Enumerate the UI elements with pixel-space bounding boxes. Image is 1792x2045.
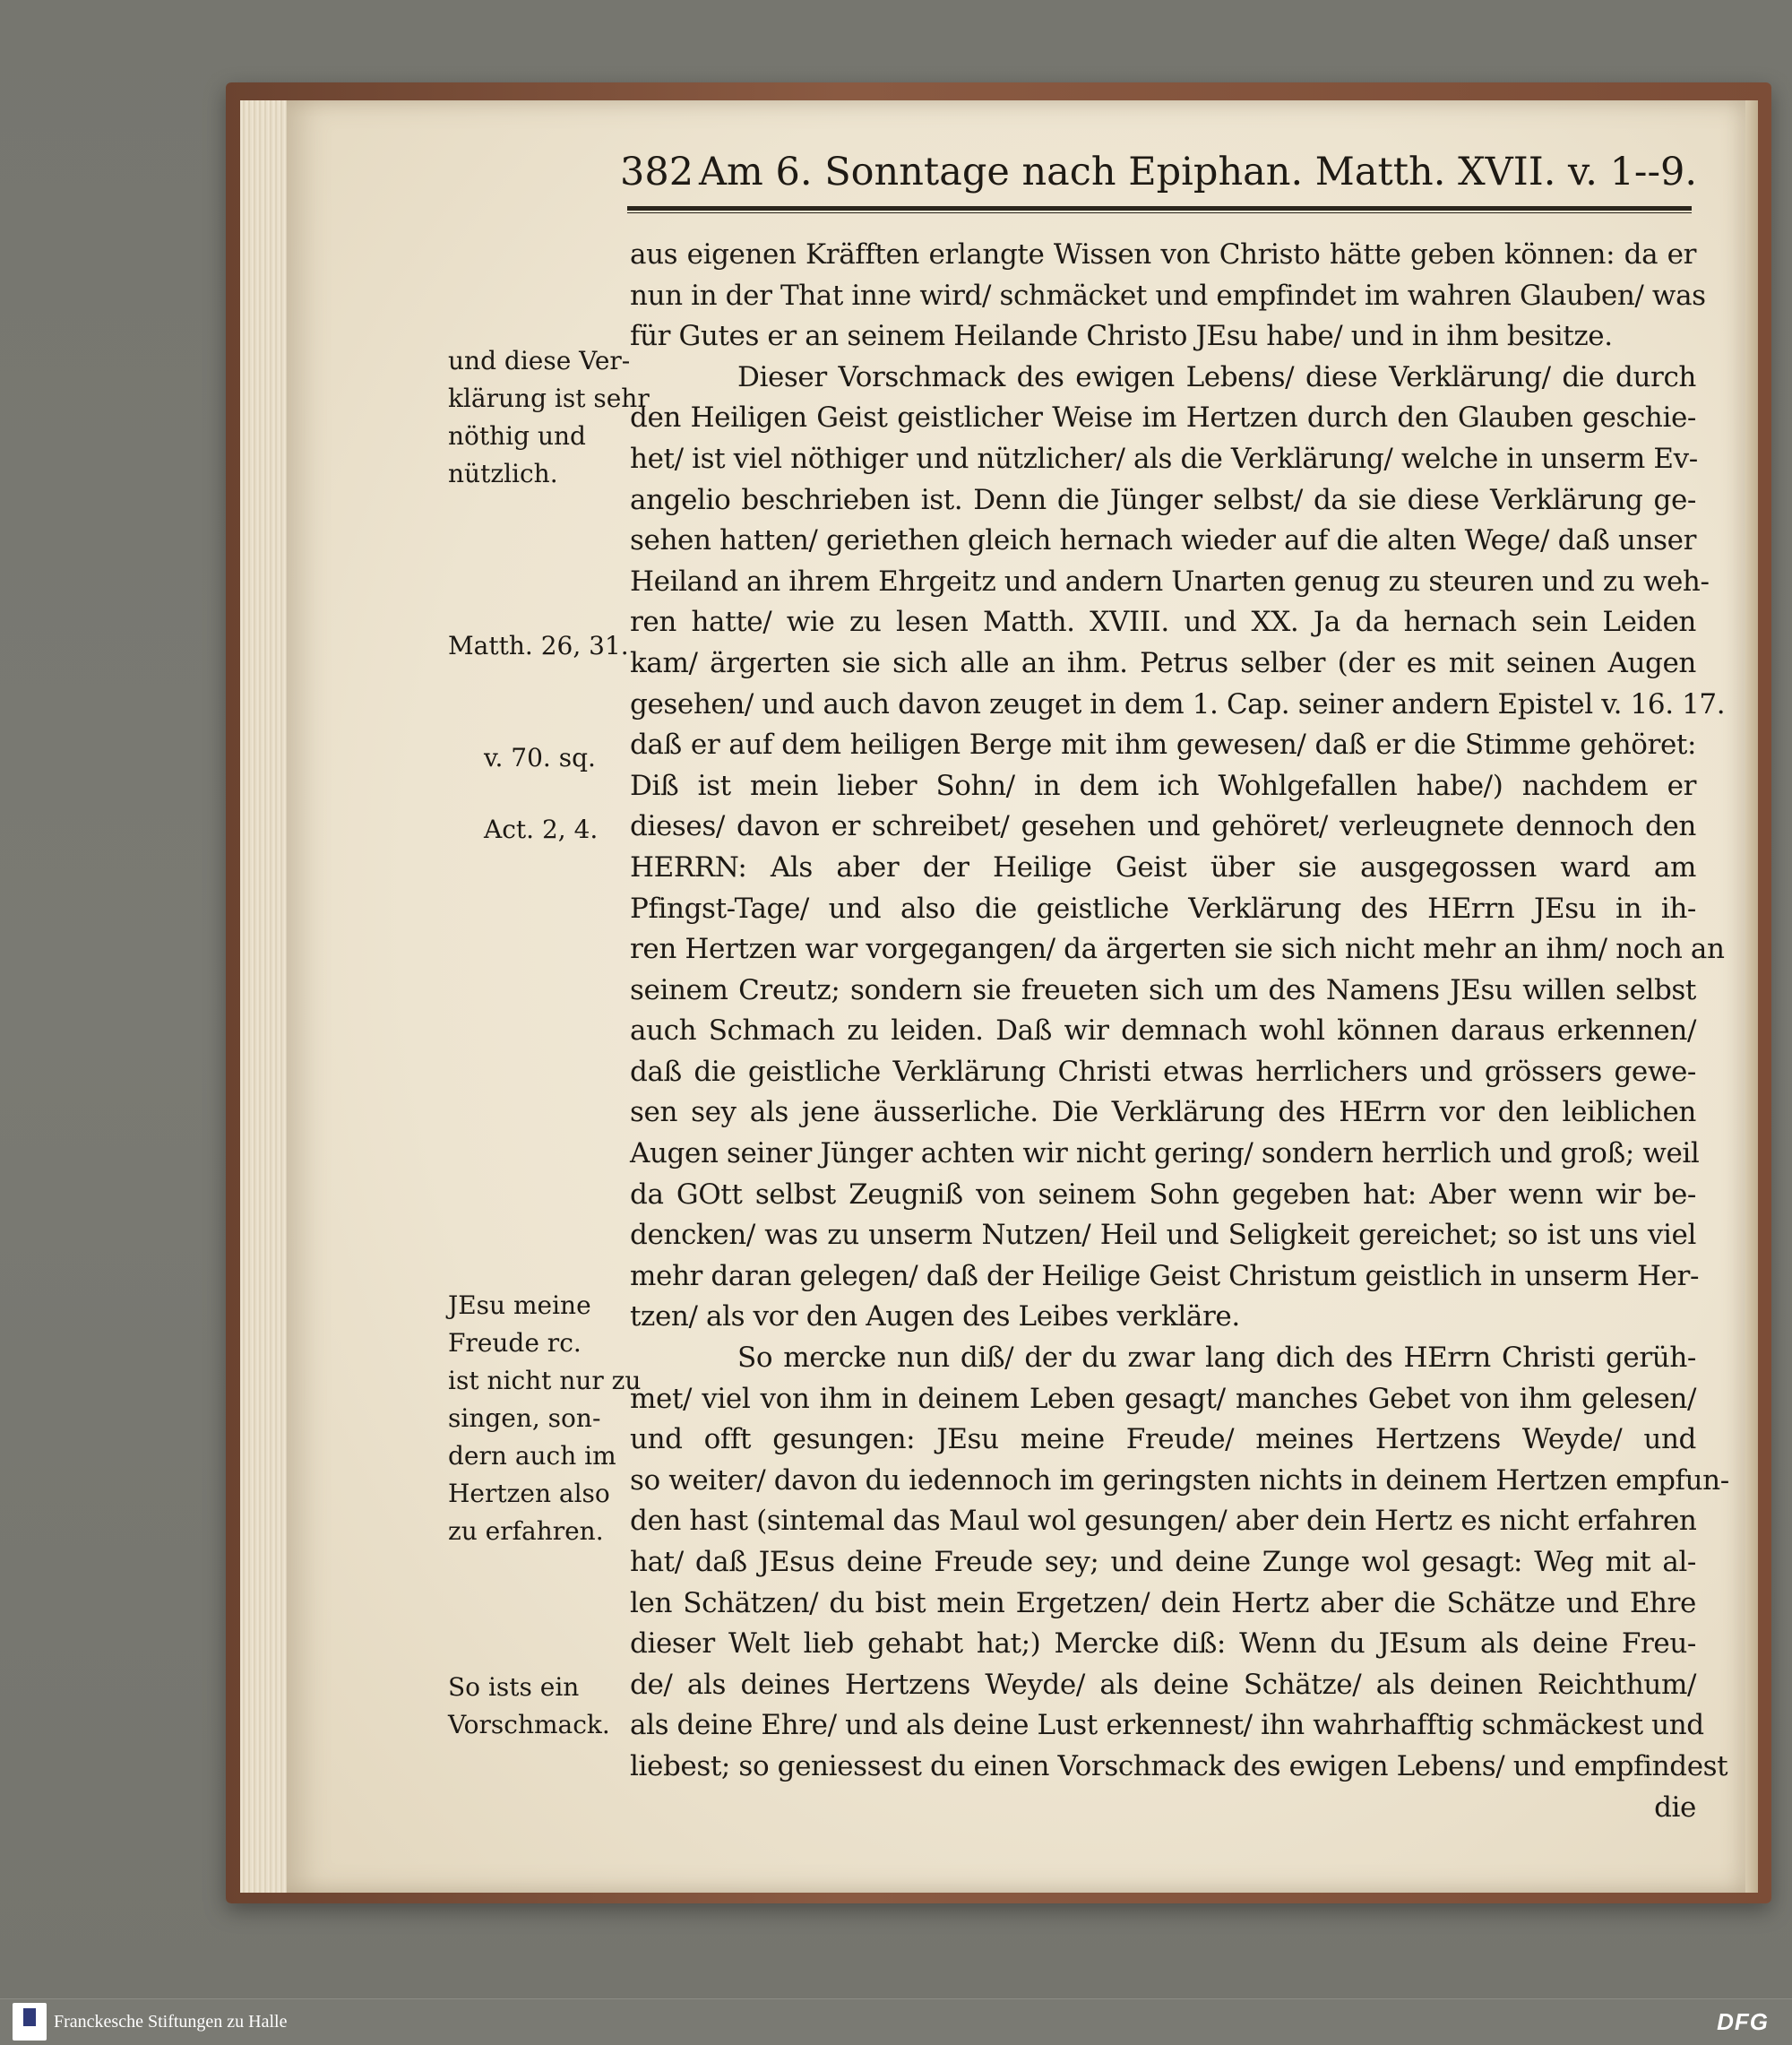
margin-note-verklaerung [448,342,650,493]
text-line: gesehen/ und auch davon zeuget in dem 1. Cap. seiner andern Epistel v. 16. 17. [630,687,1726,720]
text-line: sen sey als jene äusserliche. Die Verklärung des HErrn vor den leiblichen [630,1096,1696,1129]
margin-note-jesu-freude [448,1287,642,1550]
margin-note-line: dern auch im [448,1441,616,1471]
text-line: und offt gesungen: JEsu meine Freude/ meines Hertzens Weyde/ und [630,1423,1696,1456]
header-rule [627,206,1692,213]
text-line: den Heiligen Geist geistlicher Weise im Hertzen durch den Glauben geschie- [630,401,1696,435]
text-line: angelio beschrieben ist. Denn die Jünger selbst/ da sie diese Verklärung ge- [630,483,1696,516]
margin-note-line: und diese Ver- [448,346,631,375]
margin-note-line: Hertzen also [448,1479,610,1508]
margin-note-line: Vorschmack. [448,1710,610,1739]
text-line: Augen seiner Jünger achten wir nicht gering/ sondern herrlich und groß; weil [630,1137,1700,1170]
margin-note-line: zu erfahren. [448,1516,604,1546]
margin-note-line: nöthig und [448,421,586,451]
text-line: daß die geistliche Verklärung Christi etwas herrlichers und grössers gewe- [630,1055,1696,1088]
text-line: für Gutes er an seinem Heilande Christo JEsu habe/ und in ihm besitze. [630,320,1613,353]
text-line: nun in der That inne wird/ schmäcket und empfindet im wahren Glauben/ was [630,279,1706,312]
text-line: len Schätzen/ du bist mein Ergetzen/ dein Hertz aber die Schätze und Ehre [630,1586,1696,1619]
page-number: 382 [620,150,694,194]
text-line: mehr daran gelegen/ daß der Heilige Geist Christum geistlich in unserm Her- [630,1259,1700,1292]
text-line: sehen hatten/ geriethen gleich hernach wieder auf die alten Wege/ daß unser [630,524,1696,557]
text-line: seinem Creutz; sondern sie freueten sich um des Namens JEsu willen selbst [630,973,1696,1006]
text-line: de/ als deines Hertzens Weyde/ als deine Schätze/ als deinen Reichthum/ [630,1668,1696,1701]
text-line: kam/ ärgerten sie sich alle an ihm. Petrus selber (der es mit seinen Augen [630,646,1696,679]
text-line: het/ ist viel nöthiger und nützlicher/ als die Verklärung/ welche in unserm Ev- [630,442,1698,475]
text-line: hat/ daß JEsus deine Freude sey; und deine Zunge wol gesagt: Weg mit al- [630,1546,1696,1578]
text-line: ren hatte/ wie zu lesen Matth. XVIII. und XX. Ja da hernach sein Leiden [630,606,1696,639]
margin-note-line: klärung ist sehr [448,384,650,413]
text-line: met/ viel von ihm in deinem Leben gesagt/ manches Gebet von ihm gelesen/ [630,1382,1696,1415]
text-line: dencken/ was zu unserm Nutzen/ Heil und Seligkeit gereichet; so ist uns viel [630,1219,1696,1252]
text-line: Pfingst-Tage/ und also die geistliche Verklärung des HErrn JEsu in ih- [630,892,1696,925]
text-line: aus eigenen Kräfften erlangte Wissen von Christo hätte geben können: da er [630,238,1696,271]
institution-name[interactable]: Franckesche Stiftungen zu Halle [54,2012,288,2032]
text-line: dieses/ davon er schreibet/ gesehen und gehöret/ verleugnete dennoch den [630,810,1696,843]
text-line: Heiland an ihrem Ehrgeitz und andern Unarten genug zu steuren und zu weh- [630,565,1710,598]
text-line: Diß ist mein lieber Sohn/ in dem ich Wohlgefallen habe/) nachdem er [630,769,1696,802]
text-line: den hast (sintemal das Maul wol gesungen/ aber dein Hertz es nicht erfahren [630,1505,1697,1538]
text-line: tzen/ als vor den Augen des Leibes verkläre. [630,1300,1240,1333]
institution-logo-icon [13,2003,47,2041]
margin-note-v70: v. 70. sq. [484,743,596,772]
text-line: HERRN: Als aber der Heilige Geist über sie ausgegossen ward am [630,850,1696,884]
text-line: als deine Ehre/ und als deine Lust erkennest/ ihn wahrhafftig schmäckest und [630,1709,1704,1742]
text-line: ren Hertzen war vorgegangen/ da ärgerten sie sich nicht mehr an ihm/ noch an [630,933,1725,966]
running-head: Am 6. Sonntage nach Epiphan. Matth. XVII. v. 1--9. [699,150,1698,194]
margin-note-line: So ists ein [448,1672,580,1702]
body-text [630,235,1729,1828]
logo-mark-icon [23,2008,36,2026]
text-line: dieser Welt lieb gehabt hat;) Mercke diß: Wenn du JEsum als deine Freu- [630,1627,1696,1661]
margin-note-line: nützlich. [448,459,558,488]
text-line: So mercke nun diß/ der du zwar lang dich des HErrn Christi gerüh- [737,1342,1696,1375]
margin-note-vorschmack [448,1669,627,1744]
text-line: liebest; so geniessest du einen Vorschmack des ewigen Lebens/ und empfindest [630,1749,1728,1782]
page-right-edge [1745,100,1758,1893]
text-line: Dieser Vorschmack des ewigen Lebens/ diese Verklärung/ die durch [737,360,1696,393]
text-line: daß er auf dem heiligen Berge mit ihm gewesen/ daß er die Stimme gehöret: [630,729,1696,762]
margin-note-matth: Matth. 26, 31. [448,631,629,660]
footer-bar [0,1998,1792,2045]
text-line: auch Schmach zu leiden. Daß wir demnach wohl können daraus erkennen/ [630,1014,1696,1048]
catchword: die [1654,1790,1696,1824]
text-line: so weiter/ davon du iedennoch im geringsten nichts in deinem Hertzen empfun- [630,1463,1729,1497]
margin-note-line: Freude rc. [448,1328,582,1358]
margin-note-act: Act. 2, 4. [484,815,599,844]
margin-note-line: JEsu meine [448,1290,591,1320]
margin-note-line: ist nicht nur zu [448,1366,642,1395]
text-line: da GOtt selbst Zeugniß von seinem Sohn gegeben hat: Aber wenn wir be- [630,1178,1696,1211]
dfg-logo[interactable]: DFG [1717,2008,1769,2035]
margin-note-line: singen, son- [448,1403,601,1433]
